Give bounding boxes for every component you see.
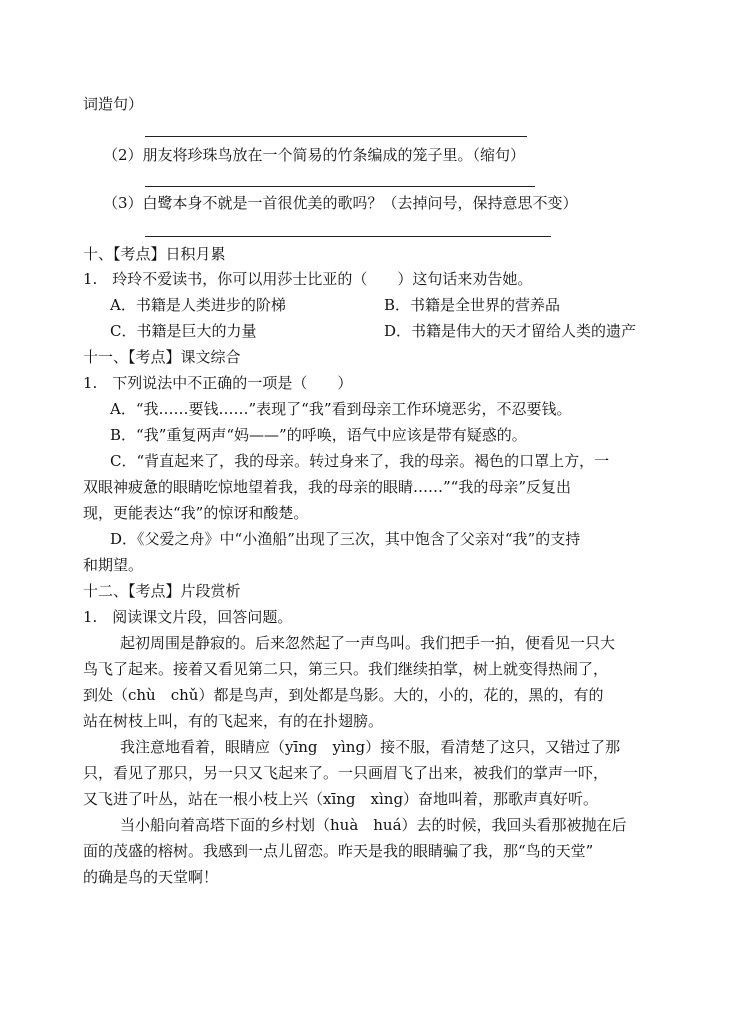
passage-p1-line1: 起初周围是静寂的。后来忽然起了一声鸟叫。我们把手一拍，便看见一只大 <box>120 634 616 652</box>
section-12-question: 1. 阅读课文片段，回答问题。 <box>83 608 293 626</box>
passage-p2-line2: 只，看见了那只，另一只又飞起来了。一只画眉飞了出来，被我们的掌声一吓， <box>83 764 609 782</box>
passage-p2-line3: 又飞进了叶丛，站在一根小枝上兴（xīng xìng）奋地叫着，那歌声真好听。 <box>83 790 599 808</box>
section-10-option-c: C．书籍是巨大的力量 <box>110 322 257 340</box>
section-12-heading: 十二、【考点】片段赏析 <box>83 582 241 600</box>
passage-p1-line2: 鸟飞了起来。接着又看见第二只，第三只。我们继续拍掌，树上就变得热闹了， <box>83 660 609 678</box>
section-11-option-c-line1: C．“背直起来了，我的母亲。转过身来了，我的母亲。褐色的口罩上方，一 <box>110 452 610 470</box>
section-10-option-b: B．书籍是全世界的营养品 <box>384 296 561 314</box>
passage-p2-line1: 我注意地看着，眼睛应（yīng yìng）接不服，看清楚了这只，又错过了那 <box>120 738 621 756</box>
section-11-option-d-line2: 和期望。 <box>83 556 144 574</box>
section-11-option-b: B．“我”重复两声“妈——”的呼唤，语气中应该是带有疑惑的。 <box>110 426 527 444</box>
section-11-heading: 十一、【考点】课文综合 <box>83 348 241 366</box>
section-11-option-c-line2: 双眼神疲惫的眼睛吃惊地望着我，我的母亲的眼睛……”“我的母亲”反复出 <box>83 478 572 496</box>
section-11-option-a: A．“我……要钱……”表现了“我”看到母亲工作环境恶劣，不忍要钱。 <box>110 400 572 418</box>
passage-p3-line1: 当小船向着高塔下面的乡村划（huà huá）去的时候，我回头看那被抛在后 <box>120 816 627 834</box>
q9-item-3: （3）白鹭本身不就是一首很优美的歌吗？（去掉问号，保持意思不变） <box>103 194 578 212</box>
section-11-question: 1. 下列说法中不正确的一项是（ ） <box>83 374 353 392</box>
q9-item-2: （2）朋友将珍珠鸟放在一个简易的竹条编成的笼子里。（缩句） <box>103 146 526 164</box>
answer-line-3[interactable] <box>145 236 551 237</box>
section-10-question: 1. 玲玲不爱读书，你可以用莎士比亚的（ ）这句话来劝告她。 <box>83 270 533 288</box>
passage-p3-line2: 面的茂盛的榕树。我感到一点儿留恋。昨天是我的眼睛骗了我，那“鸟的天堂” <box>83 842 594 860</box>
section-10-heading: 十、【考点】日积月累 <box>83 245 226 263</box>
answer-line-2[interactable] <box>145 186 535 187</box>
section-11-option-d-line1: D．《父爱之舟》中“小渔船”出现了三次，其中饱含了父亲对“我”的支持 <box>110 530 581 548</box>
passage-p1-line4: 站在树枝上叫，有的飞起来，有的在扑翅膀。 <box>83 712 384 730</box>
q9-tail: 词造句） <box>83 95 144 113</box>
passage-p1-line3: 到处（chù chǔ）都是鸟声，到处都是鸟影。大的，小的，花的，黑的，有的 <box>83 686 604 704</box>
section-11-option-c-line3: 现，更能表达“我”的惊讶和酸楚。 <box>83 504 309 522</box>
answer-line-1[interactable] <box>145 136 527 137</box>
section-10-option-a: A．书籍是人类进步的阶梯 <box>110 296 286 314</box>
section-10-option-d: D．书籍是伟大的天才留给人类的遗产 <box>384 322 637 340</box>
passage-p3-line3: 的确是鸟的天堂啊！ <box>83 868 219 886</box>
